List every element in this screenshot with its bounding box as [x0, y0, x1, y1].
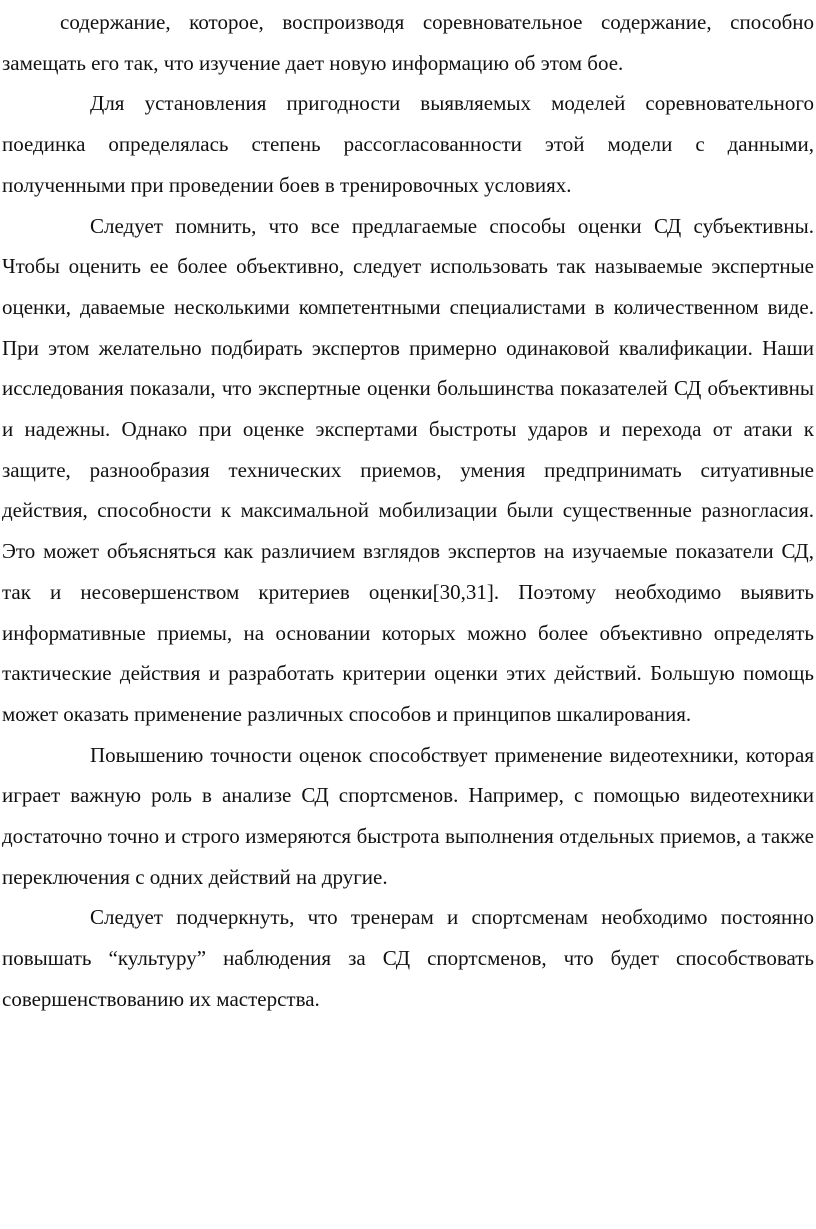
paragraph-expert-assessment: Следует помнить, что все предлагаемые способы оценки СД субъективны. Чтобы оценить ее более объективно, следует использовать так называемые экспертные оценки, даваемые несколькими компетентными специалистами в количественном виде. При этом желательно подбирать экспертов примерно одинаковой квалификации. Наши исследования показали, что экспертные оценки большинства показателей СД объективны и надежны. Однако при оценке экспертами быстроты ударов и перехода от атаки к защите, разнообразия технических приемов, умения предпринимать ситуативные действия, способности к максимальной мобилизации были существенные разногласия. Это может объясняться как различием взглядов экспертов на изучаемые показатели СД, так и несовершенством критериев оценки[30,31]. Поэтому необходимо выявить информативные приемы, на основании которых можно более объективно определять тактические действия и разработать критерии оценки этих действий. Большую помощь может оказать применение различных способов и принципов шкалирования. — [2, 213, 814, 726]
paragraph-observation-culture: Следует подчеркнуть, что тренерам и спортсменам необходимо постоянно повышать “культуру” наблюдения за СД спортсменов, что будет способствовать совершенствованию их мастерства. — [2, 905, 814, 1011]
paragraph-continuation: содержание, которое, воспроизводя соревновательное содержание, способно замещать его так, что изучение дает новую информацию об этом бое. — [2, 10, 814, 75]
paragraph-model-validation: Для установления пригодности выявляемых моделей соревновательного поединка определялась степень рассогласованности этой модели с данными, полученными при проведении боев в тренировочных условиях. — [2, 91, 814, 197]
paragraph-video-technology: Повышению точности оценок способствует применение видеотехники, которая играет важную роль в анализе СД спортсменов. Например, с помощью видеотехники достаточно точно и строго измеряются быстрота выполнения отдельных приемов, а также переключения с одних действий на другие. — [2, 742, 814, 889]
